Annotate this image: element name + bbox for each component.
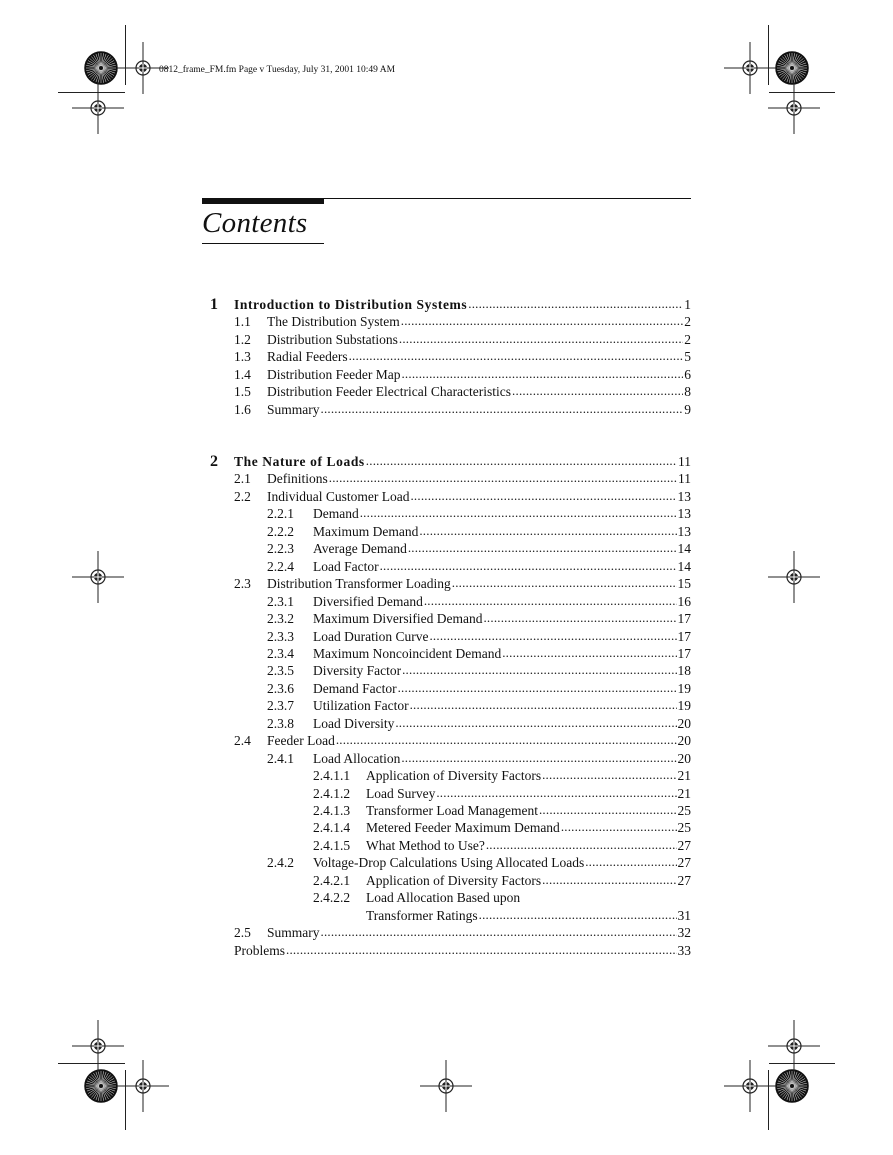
registration-mark-icon — [117, 1060, 169, 1112]
leader-dots — [436, 785, 676, 802]
section-number: 2.3.8 — [267, 715, 294, 731]
section-number: 2.3.3 — [267, 628, 294, 644]
leader-dots — [286, 942, 676, 959]
section-number: 2.5 — [234, 925, 251, 941]
section-number: 2.4.1.1 — [313, 768, 351, 784]
page-number: 9 — [684, 401, 691, 417]
section-number: 2.2.2 — [267, 523, 294, 539]
toc-entry[interactable] — [267, 470, 691, 487]
toc-entry[interactable] — [313, 540, 691, 557]
section-title: Diversified Demand — [313, 593, 423, 609]
leader-dots — [349, 348, 684, 365]
section-title: Distribution Feeder Map — [267, 366, 401, 382]
toc-entry[interactable] — [313, 680, 691, 697]
registration-mark-icon — [72, 82, 124, 134]
section-title: Demand Factor — [313, 680, 397, 696]
leader-dots — [395, 715, 676, 732]
page-number: 20 — [677, 715, 691, 731]
registration-mark-icon — [724, 1060, 776, 1112]
page-number: 6 — [684, 366, 691, 382]
toc-entry[interactable] — [267, 575, 691, 592]
leader-dots — [512, 383, 683, 400]
star-target-icon — [83, 1068, 119, 1104]
section-title: Distribution Feeder Electrical Characteristics — [267, 384, 512, 400]
section-title: Summary — [267, 925, 320, 941]
page-number: 27 — [677, 872, 691, 888]
registration-mark-icon — [117, 42, 169, 94]
section-title: Application of Diversity Factors — [366, 768, 542, 784]
page-number: 15 — [677, 576, 691, 592]
section-number: 2.4.2 — [267, 855, 294, 871]
section-title: Maximum Demand — [313, 523, 419, 539]
leader-dots — [408, 540, 677, 557]
registration-mark-icon — [768, 82, 820, 134]
page-number: 27 — [677, 837, 691, 853]
chapter-entry[interactable] — [234, 453, 691, 470]
toc-entry[interactable] — [267, 732, 691, 749]
toc-entry[interactable] — [313, 750, 691, 767]
toc-entry[interactable] — [267, 348, 691, 365]
page-title: Contents — [202, 207, 308, 239]
leader-dots — [452, 575, 677, 592]
section-number: 2.3.7 — [267, 698, 294, 714]
section-number: 2.2.4 — [267, 558, 294, 574]
section-title: Distribution Substations — [267, 331, 398, 347]
toc-entry[interactable] — [234, 942, 691, 959]
page-number: 14 — [677, 541, 691, 557]
page-number: 11 — [678, 454, 691, 469]
chapter-number: 2 — [210, 453, 218, 470]
leader-dots — [380, 558, 677, 575]
page-number: 31 — [677, 907, 691, 923]
toc-entry[interactable] — [267, 331, 691, 348]
toc-entry[interactable] — [366, 889, 691, 906]
title-bar — [202, 198, 324, 204]
section-title: Average Demand — [313, 541, 407, 557]
section-number: 2.4.1.4 — [313, 820, 351, 836]
toc-entry[interactable] — [313, 697, 691, 714]
page-number: 27 — [677, 855, 691, 871]
section-number: 2.2.1 — [267, 506, 294, 522]
section-title: Load Survey — [366, 785, 436, 801]
leader-dots — [502, 645, 676, 662]
leader-dots — [321, 924, 677, 941]
toc-entry[interactable] — [313, 715, 691, 732]
title-rule — [324, 198, 691, 199]
toc-entry[interactable] — [366, 872, 691, 889]
leader-dots — [479, 907, 677, 924]
star-target-icon — [83, 50, 119, 86]
leader-dots — [429, 628, 676, 645]
section-title: Diversity Factor — [313, 663, 402, 679]
section-title: What Method to Use? — [366, 837, 485, 853]
leader-dots — [401, 750, 676, 767]
toc-entry[interactable] — [267, 366, 691, 383]
page-number: 13 — [677, 506, 691, 522]
section-number: 1.4 — [234, 366, 251, 382]
section-title: Load Duration Curve — [313, 628, 429, 644]
toc-entry[interactable] — [366, 837, 691, 854]
section-number: 2.4.1 — [267, 750, 294, 766]
title-underline — [202, 243, 324, 244]
leader-dots — [468, 296, 683, 313]
section-number: 2.3.2 — [267, 611, 294, 627]
page-number: 25 — [677, 820, 691, 836]
toc-entry[interactable] — [267, 313, 691, 330]
leader-dots — [486, 837, 677, 854]
page-number: 17 — [677, 611, 691, 627]
section-title: Demand — [313, 506, 359, 522]
page-number: 20 — [677, 733, 691, 749]
chapter-title: The Nature of Loads — [234, 454, 365, 469]
toc-entry[interactable] — [313, 610, 691, 627]
leader-dots — [542, 872, 676, 889]
leader-dots — [398, 680, 677, 697]
leader-dots — [424, 593, 677, 610]
section-number: 2.2.3 — [267, 541, 294, 557]
section-number: 2.1 — [234, 471, 251, 487]
page-number: 21 — [677, 768, 691, 784]
page-number: 19 — [677, 680, 691, 696]
leader-dots — [419, 523, 676, 540]
section-number: 1.1 — [234, 314, 251, 330]
page-number: 8 — [684, 384, 691, 400]
toc-entry[interactable] — [267, 924, 691, 941]
toc-entry[interactable] — [366, 802, 691, 819]
section-number: 2.4.2.1 — [313, 872, 351, 888]
page-number: 21 — [677, 785, 691, 801]
section-title: Distribution Transformer Loading — [267, 576, 451, 592]
section-number: 2.4.1.2 — [313, 785, 351, 801]
toc-entry[interactable] — [313, 854, 691, 871]
page-number: 16 — [677, 593, 691, 609]
page-number: 2 — [684, 331, 691, 347]
page-number: 19 — [677, 698, 691, 714]
page-number: 1 — [684, 297, 691, 312]
section-title: Radial Feeders — [267, 349, 348, 365]
star-target-icon — [774, 50, 810, 86]
leader-dots — [401, 313, 684, 330]
section-title: Problems — [234, 942, 286, 958]
leader-dots — [402, 662, 676, 679]
toc-entry[interactable] — [313, 628, 691, 645]
section-title: Individual Customer Load — [267, 488, 410, 504]
toc-entry[interactable] — [267, 488, 691, 505]
page-number: 33 — [677, 942, 691, 958]
toc-entry[interactable] — [313, 593, 691, 610]
leader-dots — [321, 401, 684, 418]
page-number: 17 — [677, 645, 691, 661]
leader-dots — [399, 331, 683, 348]
print-slug: 0812_frame_FM.fm Page v Tuesday, July 31, 2001 10:49 AM — [159, 65, 396, 75]
page-number: 11 — [678, 471, 691, 487]
section-number: 2.3.4 — [267, 645, 294, 661]
section-title: Load Allocation Based upon — [366, 890, 521, 906]
section-number: 2.3.6 — [267, 680, 294, 696]
page-number: 13 — [677, 488, 691, 504]
leader-dots — [410, 488, 676, 505]
section-number: 2.2 — [234, 488, 251, 504]
page-number: 5 — [684, 349, 691, 365]
toc-entry[interactable] — [267, 383, 691, 400]
section-number: 1.5 — [234, 384, 251, 400]
page-number: 2 — [684, 314, 691, 330]
section-title: Definitions — [267, 471, 328, 487]
toc-entry[interactable] — [366, 819, 691, 836]
toc-entry[interactable] — [313, 505, 691, 522]
toc-entry[interactable] — [313, 645, 691, 662]
section-title: Utilization Factor — [313, 698, 409, 714]
section-number: 2.4.1.5 — [313, 837, 351, 853]
section-number: 2.3.1 — [267, 593, 294, 609]
page-number: 18 — [677, 663, 691, 679]
section-number: 2.4 — [234, 733, 251, 749]
leader-dots — [542, 767, 676, 784]
section-number: 2.4.2.2 — [313, 890, 351, 906]
chapter-entry[interactable] — [234, 296, 691, 313]
section-title: Feeder Load — [267, 733, 335, 749]
section-title: Load Allocation — [313, 750, 401, 766]
leader-dots — [360, 505, 677, 522]
section-title: Load Diversity — [313, 715, 395, 731]
leader-dots — [410, 697, 677, 714]
registration-mark-icon — [768, 551, 820, 603]
toc-entry[interactable] — [313, 558, 691, 575]
section-title: Maximum Diversified Demand — [313, 611, 483, 627]
section-number: 1.2 — [234, 331, 251, 347]
leader-dots — [561, 819, 677, 836]
page-number: 17 — [677, 628, 691, 644]
toc-entry[interactable] — [313, 523, 691, 540]
chapter-title: Introduction to Distribution Systems — [234, 297, 468, 312]
leader-dots — [585, 854, 676, 871]
leader-dots — [366, 453, 677, 470]
toc-entry[interactable] — [366, 785, 691, 802]
section-title: Summary — [267, 401, 320, 417]
chapter-number: 1 — [210, 296, 218, 313]
section-title: Metered Feeder Maximum Demand — [366, 820, 560, 836]
section-title: Application of Diversity Factors — [366, 872, 542, 888]
page-number: 14 — [677, 558, 691, 574]
leader-dots — [539, 802, 677, 819]
toc-entry[interactable] — [366, 767, 691, 784]
page-number: 25 — [677, 803, 691, 818]
leader-dots — [329, 470, 677, 487]
star-target-icon — [774, 1068, 810, 1104]
section-title: Transformer Load Management — [366, 803, 538, 818]
leader-dots — [483, 610, 676, 627]
section-number: 2.3.5 — [267, 663, 294, 679]
section-number: 1.3 — [234, 349, 251, 365]
registration-mark-icon — [72, 551, 124, 603]
page-number: 20 — [677, 750, 691, 766]
section-title: Transformer Ratings — [366, 907, 478, 923]
leader-dots — [401, 366, 683, 383]
registration-mark-icon — [420, 1060, 472, 1112]
leader-dots — [336, 732, 677, 749]
page-number: 13 — [677, 523, 691, 539]
toc-entry[interactable] — [366, 907, 691, 924]
toc-entry[interactable] — [313, 662, 691, 679]
section-title: The Distribution System — [267, 314, 400, 330]
section-number: 1.6 — [234, 401, 251, 417]
section-title: Voltage-Drop Calculations Using Allocated Loads — [313, 855, 585, 871]
section-title: Load Factor — [313, 558, 379, 574]
section-title: Maximum Noncoincident Demand — [313, 645, 502, 661]
section-number: 2.4.1.3 — [313, 803, 351, 818]
section-number: 2.3 — [234, 576, 251, 592]
page-number: 32 — [677, 925, 691, 941]
toc-entry[interactable] — [267, 401, 691, 418]
